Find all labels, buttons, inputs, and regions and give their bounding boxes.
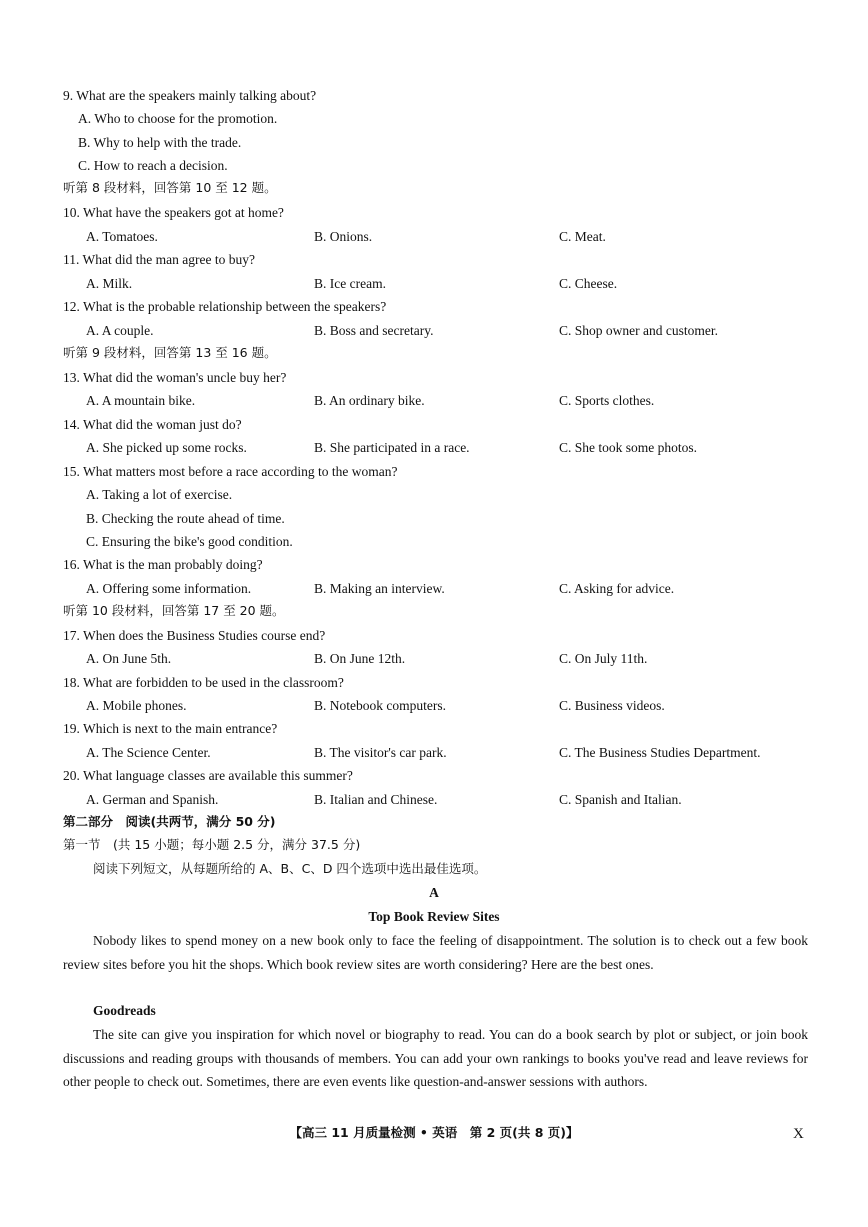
- question-10-stem: 10. What have the speakers got at home?: [63, 205, 284, 220]
- question-14-option-b: B. She participated in a race.: [314, 440, 470, 455]
- reading-directions: 阅读下列短文，从每题所给的 A、B、C、D 四个选项中选出最佳选项。: [93, 861, 487, 876]
- question-18-option-a: A. Mobile phones.: [86, 698, 187, 713]
- question-12-stem: 12. What is the probable relationship between the speakers?: [63, 299, 387, 314]
- question-20-option-a: A. German and Spanish.: [86, 792, 219, 807]
- question-18-option-c: C. Business videos.: [559, 698, 665, 713]
- question-15-option-b: B. Checking the route ahead of time.: [86, 511, 285, 526]
- question-15-option-a: A. Taking a lot of exercise.: [86, 487, 233, 502]
- question-11-option-b: B. Ice cream.: [314, 276, 386, 291]
- passage-title: Top Book Review Sites: [368, 909, 500, 924]
- question-16-option-c: C. Asking for advice.: [559, 581, 675, 596]
- question-13-stem: 13. What did the woman's uncle buy her?: [63, 370, 287, 385]
- question-14-option-a: A. She picked up some rocks.: [86, 440, 247, 455]
- question-10-option-b: B. Onions.: [314, 229, 373, 244]
- question-13-option-b: B. An ordinary bike.: [314, 393, 425, 408]
- question-19-option-b: B. The visitor's car park.: [314, 745, 447, 760]
- passage-intro: Nobody likes to spend money on a new book only to face the feeling of disappointment. The solution is to check out a few book review sites before you hit the shops. Which book review sites are worth considering? Here are the best ones.: [63, 933, 808, 972]
- listening-instruction-9: 听第 9 段材料，回答第 13 至 16 题。: [63, 345, 277, 360]
- question-11-stem: 11. What did the man agree to buy?: [63, 252, 255, 267]
- question-16-stem: 16. What is the man probably doing?: [63, 557, 263, 572]
- question-15-stem: 15. What matters most before a race according to the woman?: [63, 464, 398, 479]
- question-19-option-c: C. The Business Studies Department.: [559, 745, 761, 760]
- question-9-option-c: C. How to reach a decision.: [78, 158, 228, 173]
- question-17-option-c: C. On July 11th.: [559, 651, 648, 666]
- question-17-option-a: A. On June 5th.: [86, 651, 172, 666]
- question-11-option-a: A. Milk.: [86, 276, 133, 291]
- question-20-option-c: C. Spanish and Italian.: [559, 792, 682, 807]
- question-14-option-c: C. She took some photos.: [559, 440, 698, 455]
- question-19-stem: 19. Which is next to the main entrance?: [63, 721, 278, 736]
- question-9-stem: 9. What are the speakers mainly talking about?: [63, 88, 317, 103]
- question-13-option-a: A. A mountain bike.: [86, 393, 196, 408]
- question-15-option-c: C. Ensuring the bike's good condition.: [86, 534, 293, 549]
- question-14-stem: 14. What did the woman just do?: [63, 417, 242, 432]
- question-18-stem: 18. What are forbidden to be used in the classroom?: [63, 675, 344, 690]
- question-10-option-a: A. Tomatoes.: [86, 229, 158, 244]
- listening-instruction-10: 听第 10 段材料，回答第 17 至 20 题。: [63, 603, 285, 618]
- question-20-stem: 20. What language classes are available this summer?: [63, 768, 353, 783]
- passage-paragraph-goodreads: The site can give you inspiration for which novel or biography to read. You can do a book search by plot or subject, or join book discussions and reading groups with thousands of members. You can add your own rankings to books you've read and leave reviews for other people to check out. Sometimes, there are even events like question-and-answer sessions with authors.: [63, 1027, 808, 1089]
- question-9-option-a: A. Who to choose for the promotion.: [78, 111, 278, 126]
- question-9-option-b: B. Why to help with the trade.: [78, 135, 242, 150]
- section-one-heading: 第一节 (共 15 小题；每小题 2.5 分，满分 37.5 分): [63, 837, 361, 852]
- question-17-stem: 17. When does the Business Studies course end?: [63, 628, 326, 643]
- subheading-goodreads: Goodreads: [93, 1003, 156, 1018]
- question-16-option-b: B. Making an interview.: [314, 581, 445, 596]
- question-18-option-b: B. Notebook computers.: [314, 698, 446, 713]
- question-13-option-c: C. Sports clothes.: [559, 393, 655, 408]
- question-10-option-c: C. Meat.: [559, 229, 606, 244]
- question-20-option-b: B. Italian and Chinese.: [314, 792, 438, 807]
- footer-mark: X: [793, 1126, 804, 1142]
- question-11-option-c: C. Cheese.: [559, 276, 618, 291]
- listening-instruction-8: 听第 8 段材料，回答第 10 至 12 题。: [63, 180, 277, 195]
- question-19-option-a: A. The Science Center.: [86, 745, 211, 760]
- question-16-option-a: A. Offering some information.: [86, 581, 252, 596]
- question-17-option-b: B. On June 12th.: [314, 651, 406, 666]
- question-12-option-b: B. Boss and secretary.: [314, 323, 434, 338]
- page-footer: 【高三 11 月质量检测 • 英语 第 2 页(共 8 页)】: [289, 1125, 579, 1140]
- question-12-option-c: C. Shop owner and customer.: [559, 323, 718, 338]
- question-12-option-a: A. A couple.: [86, 323, 154, 338]
- part-two-heading: 第二部分 阅读(共两节，满分 50 分): [63, 814, 276, 829]
- passage-letter: A: [429, 885, 439, 900]
